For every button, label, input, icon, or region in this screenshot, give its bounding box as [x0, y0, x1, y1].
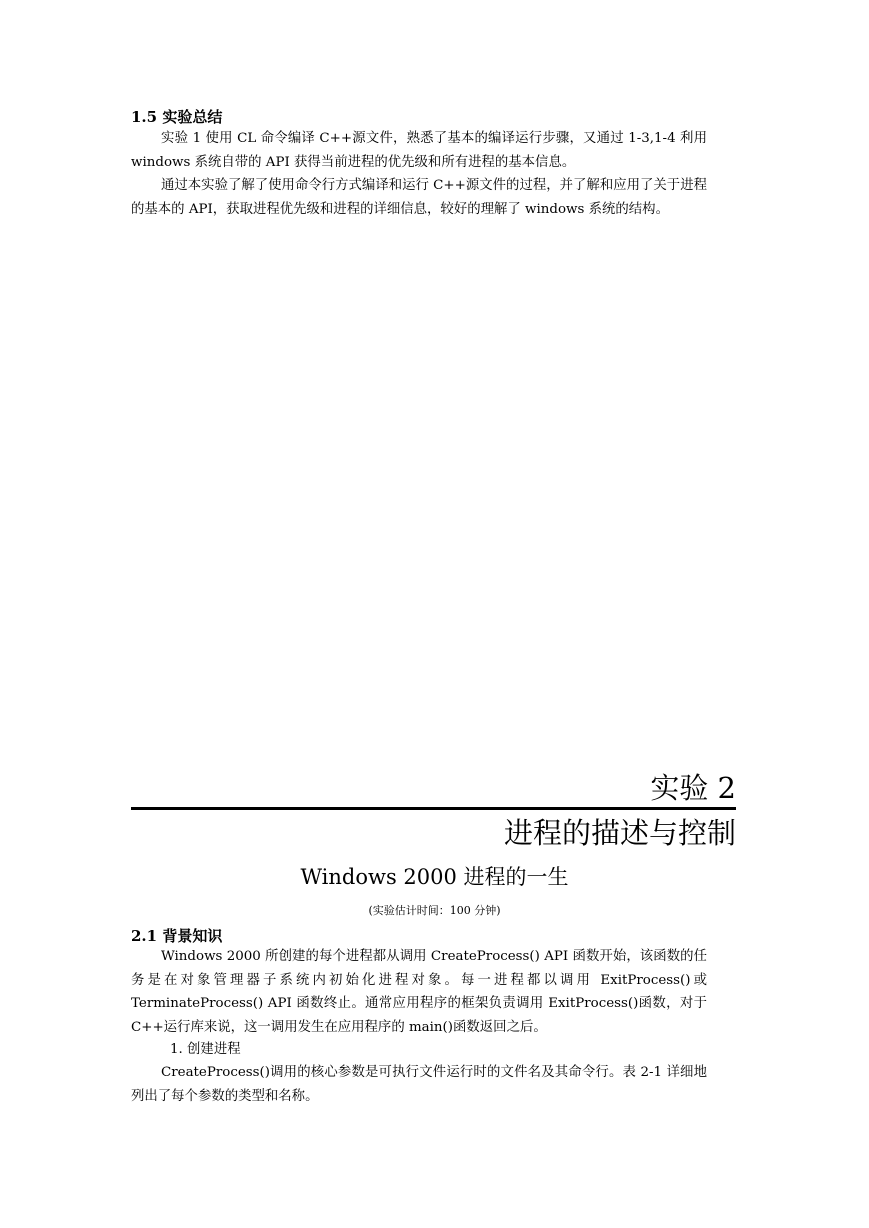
chapter-divider [131, 807, 736, 810]
paragraph-create-process: CreateProcess()调用的核心参数是可执行文件运行时的文件名及其命令行。表 2-1 详细地列出了每个参数的类型和名称。 [131, 1065, 707, 1104]
chapter-title: 进程的描述与控制 [503, 816, 736, 850]
section-heading-1-5: 1.5 实验总结 [131, 108, 223, 126]
list-item-create-process: 1. 创建进程 [170, 1042, 241, 1057]
chapter-subtitle: Windows 2000 进程的一生 [300, 865, 569, 889]
paragraph-summary-2: 通过本实验了解了使用命令行方式编译和运行 C++源文件的过程，并了解和应用了关于进程的基本的 API，获取进程优先级和进程的详细信息，较好的理解了 windows 系统的结构。 [131, 178, 707, 217]
chapter-label: 实验 2 [650, 771, 736, 805]
paragraph-summary-1: 实验 1 使用 CL 命令编译 C++源文件，熟悉了基本的编译运行步骤，又通过 1-3,1-4 利用 windows 系统自带的 API 获得当前进程的优先级和所有进程的基本信息。 [131, 131, 707, 170]
time-estimate-note: (实验估计时间：100 分钟) [368, 904, 501, 917]
paragraph-background: Windows 2000 所创建的每个进程都从调用 CreateProcess() API 函数开始，该函数的任务是在对象管理器子系统内初始化进程对象。每一进程都以调用 ExitProcess()或 TerminateProcess() API 函数终止。通常应用程序的框架负责调用 ExitProcess()函数，对于 C++运行库来说，这一调用发生在应用程序的 main()函数返回之后。 [131, 949, 707, 1035]
section-heading-2-1: 2.1 背景知识 [131, 927, 223, 945]
